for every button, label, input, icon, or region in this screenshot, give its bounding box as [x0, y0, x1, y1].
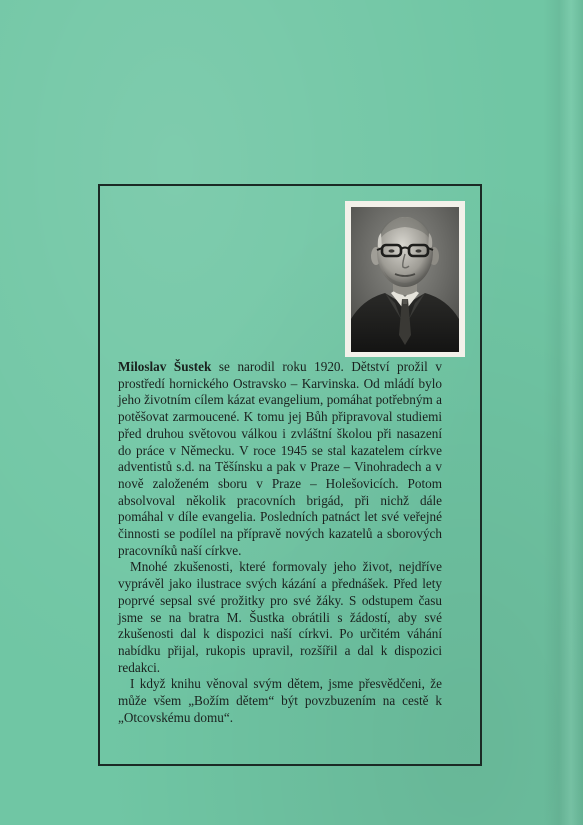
author-name: Miloslav Šustek	[118, 359, 212, 374]
biography-paragraph-2: Mnohé zkušenosti, které formovaly jeho život, nejdříve vyprávěl jako ilustrace svých kázání a přednášek. Před lety poprvé sepsal své prožitky pro své žáky. S odstupem času jsme se na bratra M. Šustka obrátili s žádostí, aby své zkušenosti dal k dispozici naší církvi. Po určitém váhání nabídku přijal, rukopis upravil, rozšířil a dal k dispozici redakci.	[118, 559, 442, 675]
author-biography-text	[118, 359, 442, 726]
biography-paragraph-1-body: se narodil roku 1920. Dětství prožil v prostředí hornického Ostravsko – Karvinska. Od mládí bylo jeho životním cílem kázat evangelium, pomáhat potřebným a potěšovat zarmoucené. K tomu jej Bůh připravoval studiemi před druhou světovou válkou i zvláštní školou při nasazení do práce v Německu. V roce 1945 se stal kazatelem církve adventistů s.d. na Těšínsku a pak v Praze – Vinohradech a v nově založeném sboru v Praze – Holešovicích. Potom absolvoval několik pracovních brigád, při nichž dále pomáhal v díle evangelia. Posledních patnáct let své veřejné činnosti se podílel na přípravě nových kazatelů a sborových pracovníků naší církve.	[118, 359, 442, 558]
author-portrait-photo	[345, 201, 465, 357]
cover-edge-shading	[543, 0, 583, 825]
biography-paragraph-3: I když knihu věnoval svým dětem, jsme přesvědčeni, že může všem „Božím dětem“ být povzbuzením na cestě k „Otcovskému domu“.	[118, 676, 442, 725]
author-portrait-image	[351, 207, 459, 352]
biography-paragraph-1	[118, 359, 442, 559]
